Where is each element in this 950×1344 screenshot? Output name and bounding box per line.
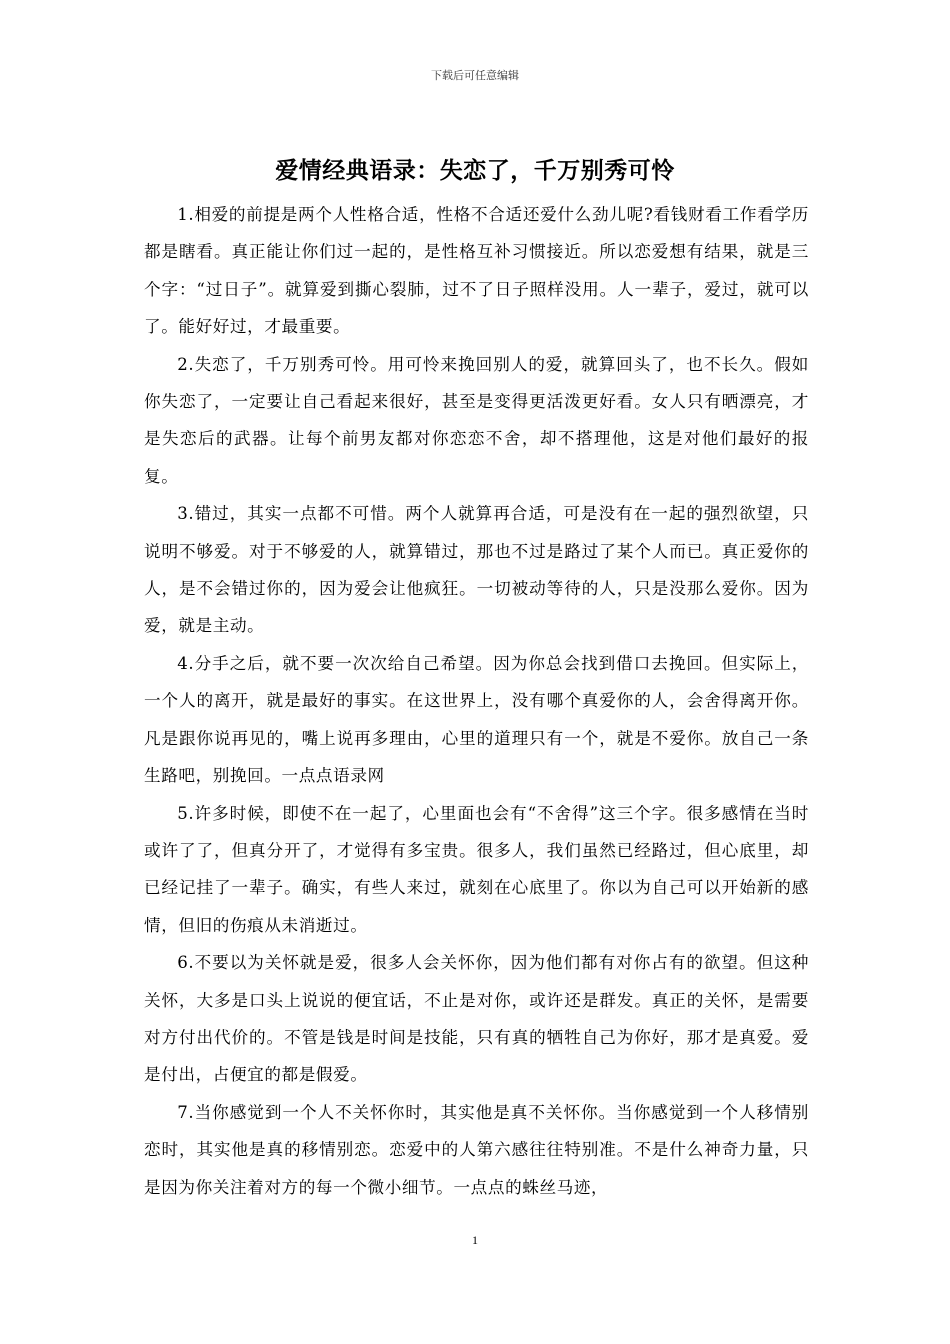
page-number: 1 xyxy=(472,1233,478,1247)
paragraph-7: 7.当你感觉到一个人不关怀你时，其实他是真不关怀你。当你感觉到一个人移情别恋时，其实他是真的移情别恋。恋爱中的人第六感往往特别准。不是什么神奇力量，只是因为你关注着对方的每一个微小细节。一点点的蛛丝马迹， xyxy=(144,1102,809,1197)
paragraph-1: 1.相爱的前提是两个人性格合适，性格不合适还爱什么劲儿呢?看钱财看工作看学历都是瞎看。真正能让你们过一起的，是性格互补习惯接近。所以恋爱想有结果，就是三个字：“过日子”。就算爱到撕心裂肺，过不了日子照样没用。人一辈子，爱过，就可以了。能好好过，才最重要。 xyxy=(144,205,809,337)
header-note: 下载后可任意编辑 xyxy=(431,69,519,82)
paragraph-5: 5.许多时候，即使不在一起了，心里面也会有“不舍得”这三个字。很多感情在当时或许了了，但真分开了，才觉得有多宝贵。很多人，我们虽然已经路过，但心底里，却已经记挂了一辈子。确实，有些人来过，就刻在心底里了。你以为自己可以开始新的感情，但旧的伤痕从未消逝过。 xyxy=(144,803,809,935)
paragraph-2: 2.失恋了，千万别秀可怜。用可怜来挽回别人的爱，就算回头了，也不长久。假如你失恋了，一定要让自己看起来很好，甚至是变得更活泼更好看。女人只有晒漂亮，才是失恋后的武器。让每个前男友都对你恋恋不舍，却不搭理他，这是对他们最好的报复。 xyxy=(144,354,809,486)
paragraph-6: 6.不要以为关怀就是爱，很多人会关怀你，因为他们都有对你占有的欲望。但这种关怀，大多是口头上说说的便宜话，不止是对你，或许还是群发。真正的关怀，是需要对方付出代价的。不管是钱是时间是技能，只有真的牺牲自己为你好，那才是真爱。爱是付出，占便宜的都是假爱。 xyxy=(144,953,809,1085)
paragraph-4: 4.分手之后，就不要一次次给自己希望。因为你总会找到借口去挽回。但实际上，一个人的离开，就是最好的事实。在这世界上，没有哪个真爱你的人，会舍得离开你。凡是跟你说再见的，嘴上说再多理由，心里的道理只有一个，就是不爱你。放自己一条生路吧，别挽回。一点点语录网 xyxy=(144,653,809,786)
paragraph-3: 3.错过，其实一点都不可惜。两个人就算再合适，可是没有在一起的强烈欲望，只说明不够爱。对于不够爱的人，就算错过，那也不过是路过了某个人而已。真正爱你的人，是不会错过你的，因为爱会让他疯狂。一切被动等待的人，只是没那么爱你。因为爱，就是主动。 xyxy=(144,504,809,636)
document-title: 爱情经典语录：失恋了，千万别秀可怜 xyxy=(275,158,675,184)
document-body xyxy=(144,196,809,1206)
